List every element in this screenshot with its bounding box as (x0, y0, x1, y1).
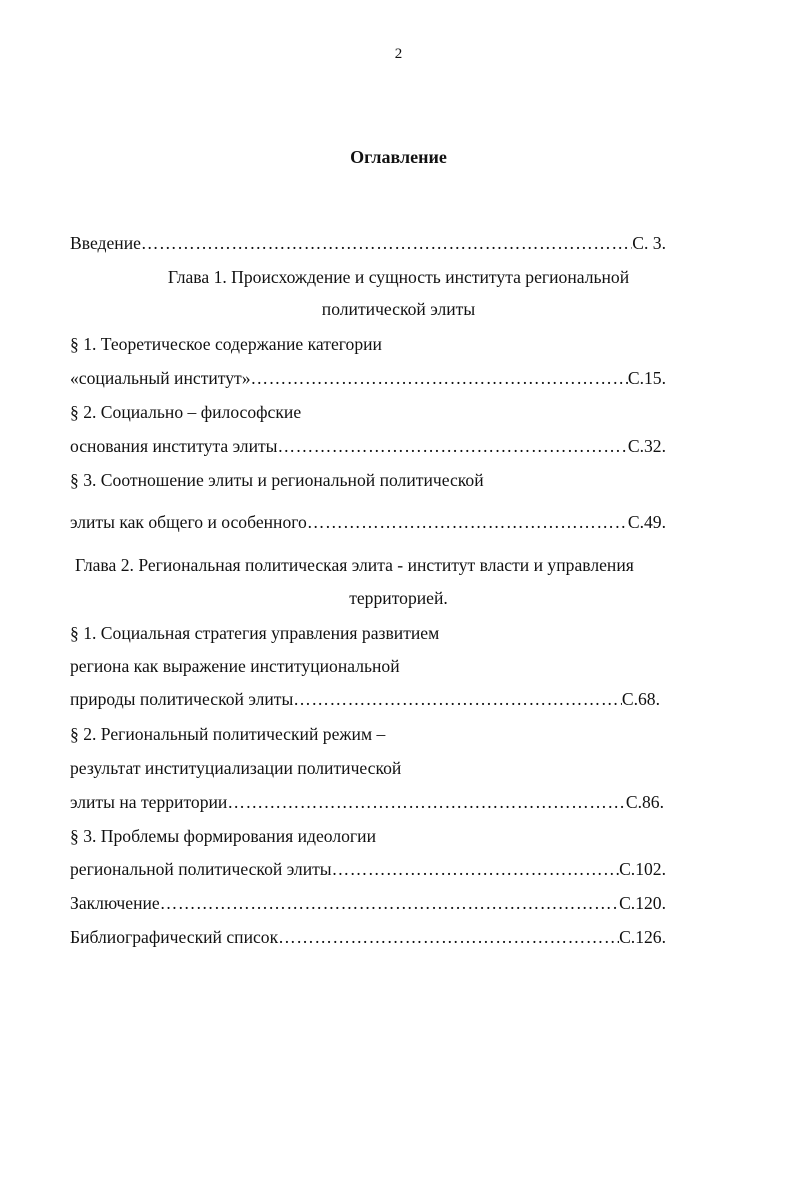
toc-entry-page: С.102. (619, 859, 666, 879)
toc-entry-ch2-s1[interactable] (70, 688, 660, 710)
toc-leader-dots (278, 435, 628, 457)
toc-leader-dots (141, 232, 632, 254)
toc-entry-ch2-s2[interactable] (70, 791, 664, 813)
toc-entry-label: элиты на территории (70, 792, 228, 812)
ch2-s1-line2: региона как выражение институциональной (70, 656, 400, 676)
ch2-s2-line2: результат институциализации политической (70, 758, 402, 778)
chapter-1-heading: Глава 1. Происхождение и сущность института региональной (167, 267, 630, 287)
toc-entry-ch2-s3[interactable] (70, 858, 666, 880)
toc-entry-conclusion[interactable] (70, 892, 666, 914)
toc-entry-page: С.15. (627, 368, 666, 388)
ch1-s3-line1: § 3. Соотношение элиты и региональной политической (70, 470, 484, 490)
toc-entry-label: природы политической элиты (70, 689, 294, 709)
toc-entry-ch1-s2[interactable] (70, 435, 666, 457)
toc-entry-label: Введение (70, 233, 141, 253)
toc-entry-label: элиты как общего и особенного (70, 512, 307, 532)
toc-entry-page: С.68. (621, 689, 660, 709)
toc-entry-page: С.126. (619, 927, 666, 947)
toc-entry-intro[interactable] (70, 232, 666, 254)
toc-entry-ch1-s1[interactable] (70, 367, 666, 389)
toc-entry-label: основания института элиты (70, 436, 278, 456)
ch1-s2-line1: § 2. Социально – философские (70, 402, 302, 422)
toc-entry-label: Библиографический список (70, 927, 279, 947)
ch2-s1-line1: § 1. Социальная стратегия управления развитием (70, 623, 440, 643)
toc-leader-dots (332, 858, 619, 880)
toc-leader-dots (293, 688, 622, 710)
toc-entry-label: региональной политической элиты (70, 859, 332, 879)
ch2-s3-line1: § 3. Проблемы формирования идеологии (70, 826, 376, 846)
toc-entry-page: С.32. (627, 436, 666, 456)
toc-entry-page: С. 3. (632, 233, 666, 253)
toc-leader-dots (160, 892, 619, 914)
toc-entry-page: С.49. (627, 512, 666, 532)
toc-entry-label: Заключение (70, 893, 160, 913)
toc-entry-label: «социальный институт» (70, 368, 251, 388)
chapter-2-heading-cont: территорией. (349, 588, 448, 608)
toc-entry-ch1-s3[interactable] (70, 511, 666, 533)
ch1-s1-line1: § 1. Теоретическое содержание категории (70, 334, 382, 354)
page-number: 2 (394, 46, 403, 62)
toc-leader-dots (307, 511, 628, 533)
page-title: Оглавление (350, 147, 447, 167)
toc-entry-page: С.86. (625, 792, 664, 812)
chapter-1-heading-cont: политической элиты (321, 299, 476, 319)
ch2-s2-line1: § 2. Региональный политический режим – (70, 724, 386, 744)
toc-leader-dots (227, 791, 626, 813)
toc-leader-dots (278, 926, 619, 948)
toc-entry-bibliography[interactable] (70, 926, 666, 948)
toc-leader-dots (251, 367, 628, 389)
toc-entry-page: С.120. (619, 893, 666, 913)
chapter-2-heading: Глава 2. Региональная политическая элита - институт власти и управления (75, 555, 634, 575)
